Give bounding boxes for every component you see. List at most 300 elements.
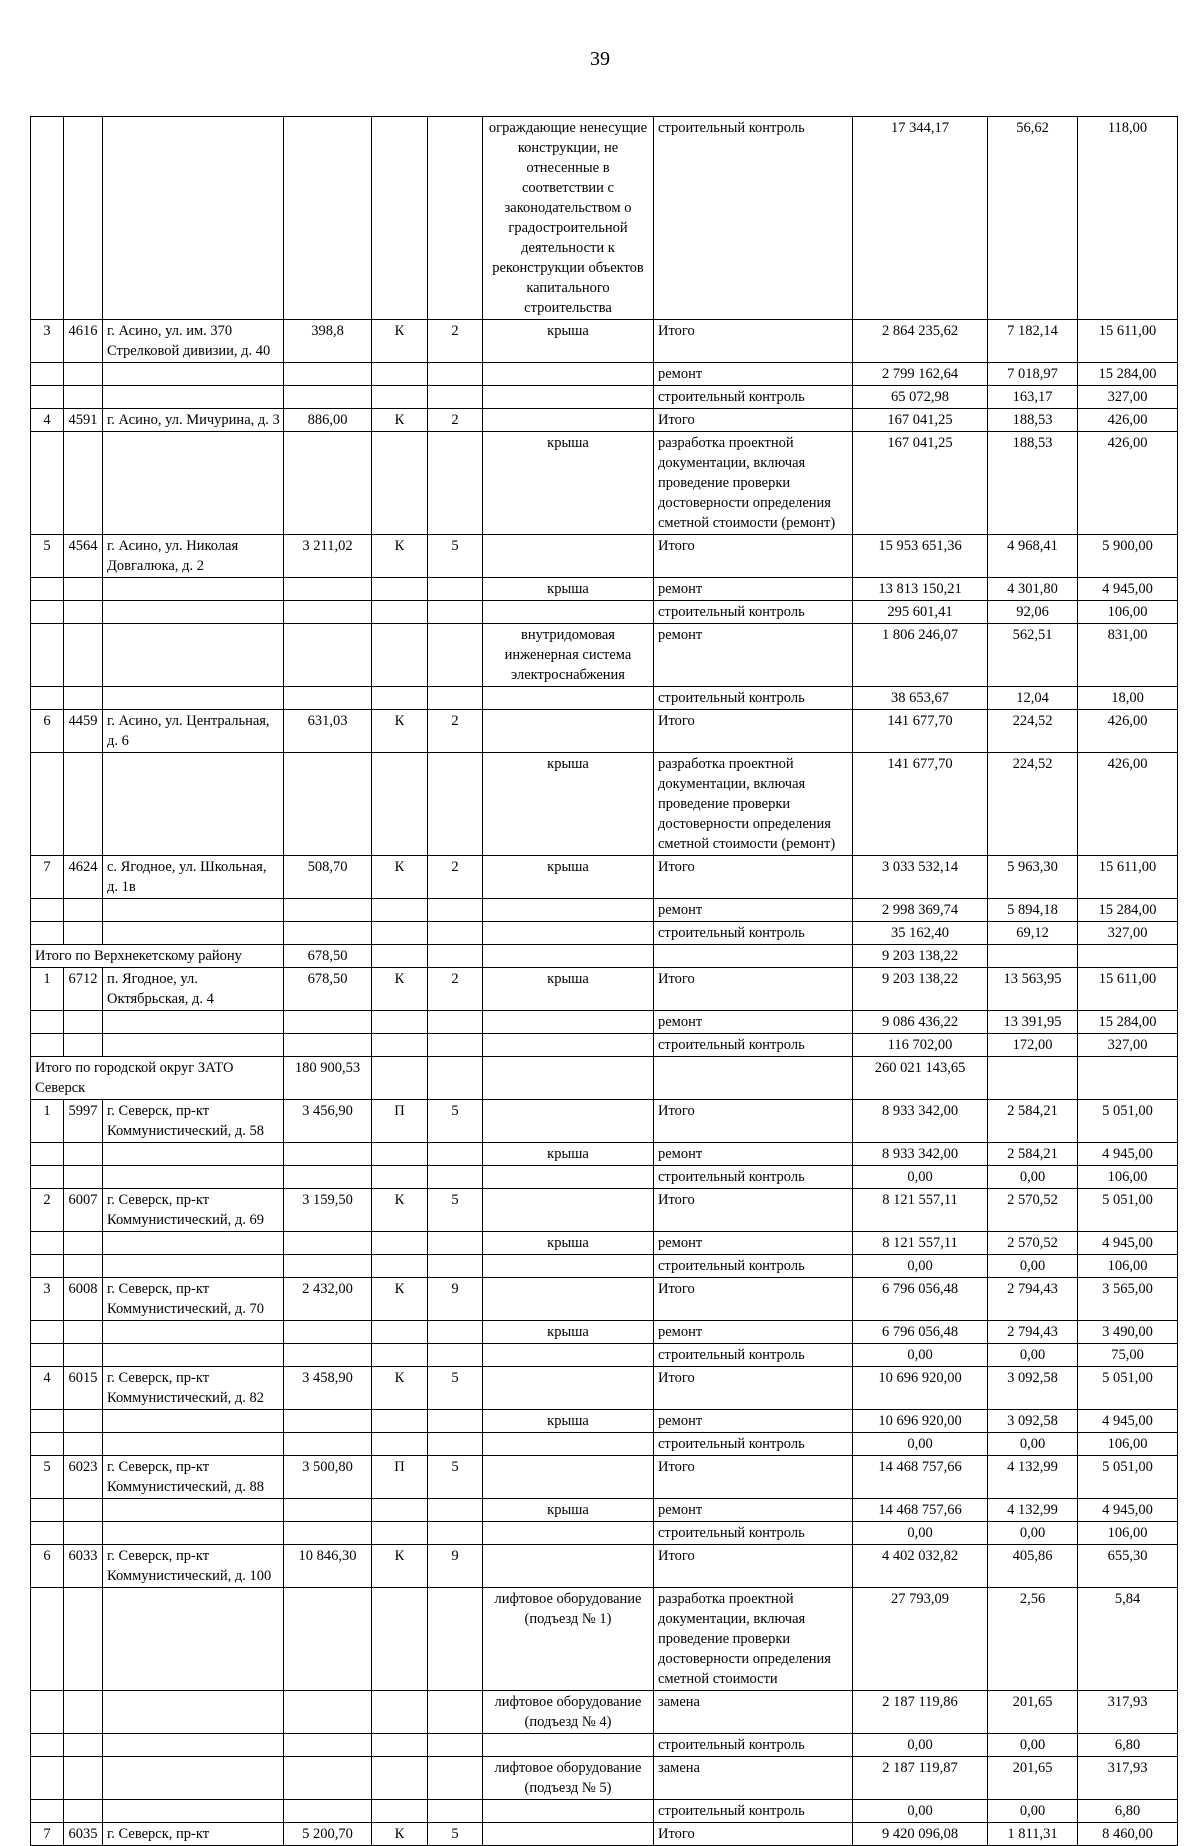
repair-element	[483, 1823, 654, 1846]
floors	[428, 1522, 483, 1545]
floors: 2	[428, 856, 483, 899]
total-cost: 8 121 557,11	[853, 1232, 988, 1255]
max-cost: 15 611,00	[1078, 856, 1178, 899]
cost-per-m2: 0,00	[988, 1255, 1078, 1278]
max-cost: 317,93	[1078, 1757, 1178, 1800]
address: г. Северск, пр-кт Коммунистический, д. 70	[103, 1278, 284, 1321]
wall-type	[372, 1232, 428, 1255]
subtotal-row	[31, 1057, 1178, 1100]
table-row	[31, 710, 1178, 753]
table-row	[31, 753, 1178, 856]
repair-element: крыша	[483, 432, 654, 535]
area	[284, 899, 372, 922]
total-cost: 10 696 920,00	[853, 1410, 988, 1433]
area	[284, 432, 372, 535]
row-number	[31, 432, 64, 535]
repair-element	[483, 409, 654, 432]
repair-element	[483, 1545, 654, 1588]
address: с. Ягодное, ул. Школьная, д. 1в	[103, 856, 284, 899]
house-id	[64, 624, 103, 687]
cost-per-m2: 4 132,99	[988, 1499, 1078, 1522]
house-id	[64, 1410, 103, 1433]
total-cost: 141 677,70	[853, 710, 988, 753]
wall-type	[372, 899, 428, 922]
house-id: 4624	[64, 856, 103, 899]
row-number	[31, 1232, 64, 1255]
empty-cell	[428, 945, 483, 968]
total-cost: 14 468 757,66	[853, 1499, 988, 1522]
work-type: Итого	[654, 968, 853, 1011]
cost-per-m2: 5 894,18	[988, 899, 1078, 922]
work-type: строительный контроль	[654, 1433, 853, 1456]
repair-element: лифтовое оборудование (подъезд № 1)	[483, 1588, 654, 1691]
floors	[428, 386, 483, 409]
row-number	[31, 1588, 64, 1691]
work-type: Итого	[654, 710, 853, 753]
house-id: 6007	[64, 1189, 103, 1232]
work-type: строительный контроль	[654, 1344, 853, 1367]
total-cost: 2 187 119,87	[853, 1757, 988, 1800]
address	[103, 1166, 284, 1189]
floors: 5	[428, 535, 483, 578]
table-row	[31, 1588, 1178, 1691]
repair-element	[483, 899, 654, 922]
area	[284, 1344, 372, 1367]
cost-per-m2: 2,56	[988, 1588, 1078, 1691]
table-row	[31, 1321, 1178, 1344]
address: г. Северск, пр-кт Коммунистический, д. 88	[103, 1456, 284, 1499]
total-cost: 141 677,70	[853, 753, 988, 856]
cost-per-m2: 13 391,95	[988, 1011, 1078, 1034]
house-id	[64, 432, 103, 535]
table-row	[31, 1278, 1178, 1321]
area	[284, 1588, 372, 1691]
cost-per-m2: 7 182,14	[988, 320, 1078, 363]
wall-type	[372, 1734, 428, 1757]
repair-element	[483, 1367, 654, 1410]
house-id	[64, 363, 103, 386]
repair-element	[483, 1433, 654, 1456]
max-cost: 15 284,00	[1078, 1011, 1178, 1034]
wall-type	[372, 687, 428, 710]
cost-per-m2: 4 968,41	[988, 535, 1078, 578]
floors: 2	[428, 409, 483, 432]
row-number	[31, 386, 64, 409]
work-type: Итого	[654, 1823, 853, 1846]
table-row	[31, 1522, 1178, 1545]
table-row	[31, 432, 1178, 535]
row-number: 2	[31, 1189, 64, 1232]
floors	[428, 1410, 483, 1433]
address	[103, 687, 284, 710]
repair-element	[483, 1456, 654, 1499]
max-cost: 3 565,00	[1078, 1278, 1178, 1321]
floors	[428, 922, 483, 945]
row-number	[31, 1691, 64, 1734]
cost-per-m2: 201,65	[988, 1757, 1078, 1800]
address	[103, 432, 284, 535]
address: г. Северск, пр-кт Коммунистический, д. 69	[103, 1189, 284, 1232]
floors	[428, 687, 483, 710]
row-number: 3	[31, 1278, 64, 1321]
empty-cell	[1078, 1057, 1178, 1100]
area	[284, 687, 372, 710]
address	[103, 899, 284, 922]
total-cost: 6 796 056,48	[853, 1321, 988, 1344]
house-id	[64, 899, 103, 922]
work-type: разработка проектной документации, включая проведение проверки достоверности определения сметной стоимости	[654, 1588, 853, 1691]
cost-per-m2: 0,00	[988, 1433, 1078, 1456]
max-cost: 5 051,00	[1078, 1367, 1178, 1410]
floors: 5	[428, 1100, 483, 1143]
table-row	[31, 386, 1178, 409]
max-cost: 15 284,00	[1078, 363, 1178, 386]
table-row	[31, 624, 1178, 687]
table-row	[31, 1545, 1178, 1588]
table-row	[31, 1143, 1178, 1166]
row-number	[31, 687, 64, 710]
repair-element: крыша	[483, 968, 654, 1011]
row-number	[31, 1522, 64, 1545]
work-type: Итого	[654, 1189, 853, 1232]
house-id	[64, 1734, 103, 1757]
cost-per-m2: 188,53	[988, 432, 1078, 535]
table-row	[31, 856, 1178, 899]
repair-element: лифтовое оборудование (подъезд № 4)	[483, 1691, 654, 1734]
area: 508,70	[284, 856, 372, 899]
floors	[428, 1757, 483, 1800]
max-cost: 426,00	[1078, 753, 1178, 856]
row-number	[31, 1734, 64, 1757]
area: 3 159,50	[284, 1189, 372, 1232]
wall-type: К	[372, 320, 428, 363]
area: 10 846,30	[284, 1545, 372, 1588]
wall-type: К	[372, 1823, 428, 1846]
area	[284, 922, 372, 945]
total-cost: 2 187 119,86	[853, 1691, 988, 1734]
address	[103, 1011, 284, 1034]
table-row	[31, 578, 1178, 601]
repair-element: крыша	[483, 856, 654, 899]
wall-type	[372, 1143, 428, 1166]
work-type: замена	[654, 1691, 853, 1734]
area	[284, 1143, 372, 1166]
address	[103, 1588, 284, 1691]
repair-element: ограждающие ненесущие конструкции, не отнесенные в соответствии с законодательством о градостроительной деятельности к реконструкции объектов капитального строительства	[483, 117, 654, 320]
table-row	[31, 1823, 1178, 1846]
wall-type: К	[372, 710, 428, 753]
address: г. Северск, пр-кт Коммунистический, д. 82	[103, 1367, 284, 1410]
cost-per-m2: 92,06	[988, 601, 1078, 624]
house-id	[64, 1800, 103, 1823]
floors	[428, 578, 483, 601]
row-number	[31, 1166, 64, 1189]
table-row	[31, 1344, 1178, 1367]
total-cost: 65 072,98	[853, 386, 988, 409]
empty-cell	[372, 1057, 428, 1100]
row-number: 6	[31, 710, 64, 753]
total-cost: 6 796 056,48	[853, 1278, 988, 1321]
total-cost: 0,00	[853, 1734, 988, 1757]
wall-type: К	[372, 535, 428, 578]
total-cost: 0,00	[853, 1344, 988, 1367]
total-cost: 0,00	[853, 1166, 988, 1189]
address	[103, 1433, 284, 1456]
repair-element	[483, 1344, 654, 1367]
max-cost: 317,93	[1078, 1691, 1178, 1734]
table-row	[31, 1100, 1178, 1143]
max-cost: 426,00	[1078, 710, 1178, 753]
work-type: Итого	[654, 409, 853, 432]
max-cost: 426,00	[1078, 432, 1178, 535]
max-cost: 327,00	[1078, 1034, 1178, 1057]
table-row	[31, 1456, 1178, 1499]
area	[284, 1757, 372, 1800]
cost-per-m2: 0,00	[988, 1522, 1078, 1545]
house-id: 6015	[64, 1367, 103, 1410]
floors	[428, 601, 483, 624]
floors	[428, 1691, 483, 1734]
table-row	[31, 601, 1178, 624]
address	[103, 624, 284, 687]
address	[103, 1410, 284, 1433]
row-number	[31, 1011, 64, 1034]
floors	[428, 1734, 483, 1757]
address	[103, 1143, 284, 1166]
max-cost: 426,00	[1078, 409, 1178, 432]
cost-per-m2: 1 811,31	[988, 1823, 1078, 1846]
area: 2 432,00	[284, 1278, 372, 1321]
row-number	[31, 1757, 64, 1800]
repair-element	[483, 386, 654, 409]
address	[103, 1321, 284, 1344]
wall-type	[372, 753, 428, 856]
floors: 5	[428, 1367, 483, 1410]
max-cost: 4 945,00	[1078, 1410, 1178, 1433]
max-cost: 6,80	[1078, 1734, 1178, 1757]
house-id	[64, 1757, 103, 1800]
house-id: 4459	[64, 710, 103, 753]
max-cost: 4 945,00	[1078, 578, 1178, 601]
total-cost: 2 998 369,74	[853, 899, 988, 922]
table-row	[31, 1034, 1178, 1057]
cost-per-m2: 2 570,52	[988, 1189, 1078, 1232]
empty-cell	[1078, 945, 1178, 968]
house-id	[64, 1255, 103, 1278]
wall-type	[372, 1588, 428, 1691]
address: г. Северск, пр-кт Коммунистический, д. 58	[103, 1100, 284, 1143]
house-id	[64, 1321, 103, 1344]
area	[284, 1011, 372, 1034]
house-id	[64, 1588, 103, 1691]
max-cost: 106,00	[1078, 1255, 1178, 1278]
table-row	[31, 1189, 1178, 1232]
max-cost: 4 945,00	[1078, 1232, 1178, 1255]
total-cost: 9 420 096,08	[853, 1823, 988, 1846]
area	[284, 1034, 372, 1057]
floors: 2	[428, 968, 483, 1011]
max-cost: 5 051,00	[1078, 1456, 1178, 1499]
area	[284, 1255, 372, 1278]
wall-type	[372, 1757, 428, 1800]
row-number	[31, 117, 64, 320]
work-type: строительный контроль	[654, 1522, 853, 1545]
row-number	[31, 1255, 64, 1278]
wall-type	[372, 1691, 428, 1734]
work-type: Итого	[654, 535, 853, 578]
floors	[428, 624, 483, 687]
house-id	[64, 1143, 103, 1166]
floors	[428, 1232, 483, 1255]
cost-per-m2: 188,53	[988, 409, 1078, 432]
work-type: разработка проектной документации, включая проведение проверки достоверности определения сметной стоимости (ремонт)	[654, 753, 853, 856]
address: г. Северск, пр-кт Коммунистический, д. 100	[103, 1545, 284, 1588]
wall-type	[372, 1522, 428, 1545]
repair-element: крыша	[483, 753, 654, 856]
floors	[428, 1011, 483, 1034]
address: г. Северск, пр-кт	[103, 1823, 284, 1846]
row-number	[31, 1321, 64, 1344]
row-number	[31, 1143, 64, 1166]
floors: 2	[428, 320, 483, 363]
total-cost: 295 601,41	[853, 601, 988, 624]
address	[103, 922, 284, 945]
empty-cell	[428, 1057, 483, 1100]
total-cost: 9 203 138,22	[853, 968, 988, 1011]
repair-program-table	[30, 116, 1178, 1846]
cost-per-m2: 201,65	[988, 1691, 1078, 1734]
wall-type	[372, 1800, 428, 1823]
cost-per-m2: 56,62	[988, 117, 1078, 320]
area: 678,50	[284, 945, 372, 968]
repair-element	[483, 601, 654, 624]
repair-element	[483, 1800, 654, 1823]
row-number	[31, 1034, 64, 1057]
table-row	[31, 1410, 1178, 1433]
row-number: 4	[31, 1367, 64, 1410]
repair-element	[483, 1100, 654, 1143]
work-type: строительный контроль	[654, 1034, 853, 1057]
address	[103, 1255, 284, 1278]
empty-cell	[483, 1057, 654, 1100]
cost-per-m2: 405,86	[988, 1545, 1078, 1588]
max-cost: 327,00	[1078, 922, 1178, 945]
area: 5 200,70	[284, 1823, 372, 1846]
work-type: строительный контроль	[654, 117, 853, 320]
work-type: строительный контроль	[654, 1255, 853, 1278]
subtotal-label: Итого по городской округ ЗАТО Северск	[31, 1057, 284, 1100]
area: 3 500,80	[284, 1456, 372, 1499]
cost-per-m2: 562,51	[988, 624, 1078, 687]
cost-per-m2: 3 092,58	[988, 1367, 1078, 1410]
total-cost: 13 813 150,21	[853, 578, 988, 601]
floors	[428, 117, 483, 320]
row-number	[31, 899, 64, 922]
area	[284, 1232, 372, 1255]
house-id: 6023	[64, 1456, 103, 1499]
house-id	[64, 1034, 103, 1057]
house-id	[64, 1522, 103, 1545]
area: 678,50	[284, 968, 372, 1011]
wall-type	[372, 1410, 428, 1433]
address	[103, 1522, 284, 1545]
house-id: 6033	[64, 1545, 103, 1588]
house-id	[64, 1166, 103, 1189]
house-id	[64, 1011, 103, 1034]
empty-cell	[372, 945, 428, 968]
empty-cell	[654, 945, 853, 968]
wall-type	[372, 363, 428, 386]
cost-per-m2: 2 584,21	[988, 1100, 1078, 1143]
max-cost: 5,84	[1078, 1588, 1178, 1691]
area	[284, 386, 372, 409]
row-number	[31, 578, 64, 601]
floors	[428, 1034, 483, 1057]
repair-element: крыша	[483, 1499, 654, 1522]
work-type: ремонт	[654, 1321, 853, 1344]
table-row	[31, 1691, 1178, 1734]
house-id	[64, 753, 103, 856]
cost-per-m2: 4 132,99	[988, 1456, 1078, 1499]
work-type: Итого	[654, 1545, 853, 1588]
table-row	[31, 1166, 1178, 1189]
house-id	[64, 578, 103, 601]
table-row	[31, 1367, 1178, 1410]
row-number	[31, 363, 64, 386]
work-type: ремонт	[654, 1410, 853, 1433]
wall-type: К	[372, 968, 428, 1011]
repair-element: крыша	[483, 1321, 654, 1344]
wall-type: К	[372, 1278, 428, 1321]
max-cost: 4 945,00	[1078, 1499, 1178, 1522]
row-number: 5	[31, 1456, 64, 1499]
total-cost: 8 933 342,00	[853, 1100, 988, 1143]
row-number: 1	[31, 1100, 64, 1143]
page-number: 39	[590, 48, 610, 70]
max-cost: 5 051,00	[1078, 1189, 1178, 1232]
repair-element: крыша	[483, 1232, 654, 1255]
total-cost: 8 933 342,00	[853, 1143, 988, 1166]
work-type: разработка проектной документации, включая проведение проверки достоверности определения сметной стоимости (ремонт)	[654, 432, 853, 535]
floors	[428, 1433, 483, 1456]
area	[284, 1433, 372, 1456]
address	[103, 1344, 284, 1367]
house-id	[64, 117, 103, 320]
address	[103, 1734, 284, 1757]
area	[284, 1522, 372, 1545]
table-row	[31, 320, 1178, 363]
total-cost: 1 806 246,07	[853, 624, 988, 687]
repair-element	[483, 1034, 654, 1057]
house-id	[64, 1344, 103, 1367]
wall-type	[372, 117, 428, 320]
area	[284, 1734, 372, 1757]
row-number: 3	[31, 320, 64, 363]
floors	[428, 1143, 483, 1166]
cost-per-m2: 0,00	[988, 1734, 1078, 1757]
repair-element	[483, 687, 654, 710]
wall-type	[372, 432, 428, 535]
house-id	[64, 922, 103, 945]
total-cost: 17 344,17	[853, 117, 988, 320]
work-type: ремонт	[654, 1232, 853, 1255]
area	[284, 624, 372, 687]
area: 3 458,90	[284, 1367, 372, 1410]
repair-element	[483, 363, 654, 386]
row-number: 4	[31, 409, 64, 432]
max-cost: 6,80	[1078, 1800, 1178, 1823]
table-row	[31, 1255, 1178, 1278]
